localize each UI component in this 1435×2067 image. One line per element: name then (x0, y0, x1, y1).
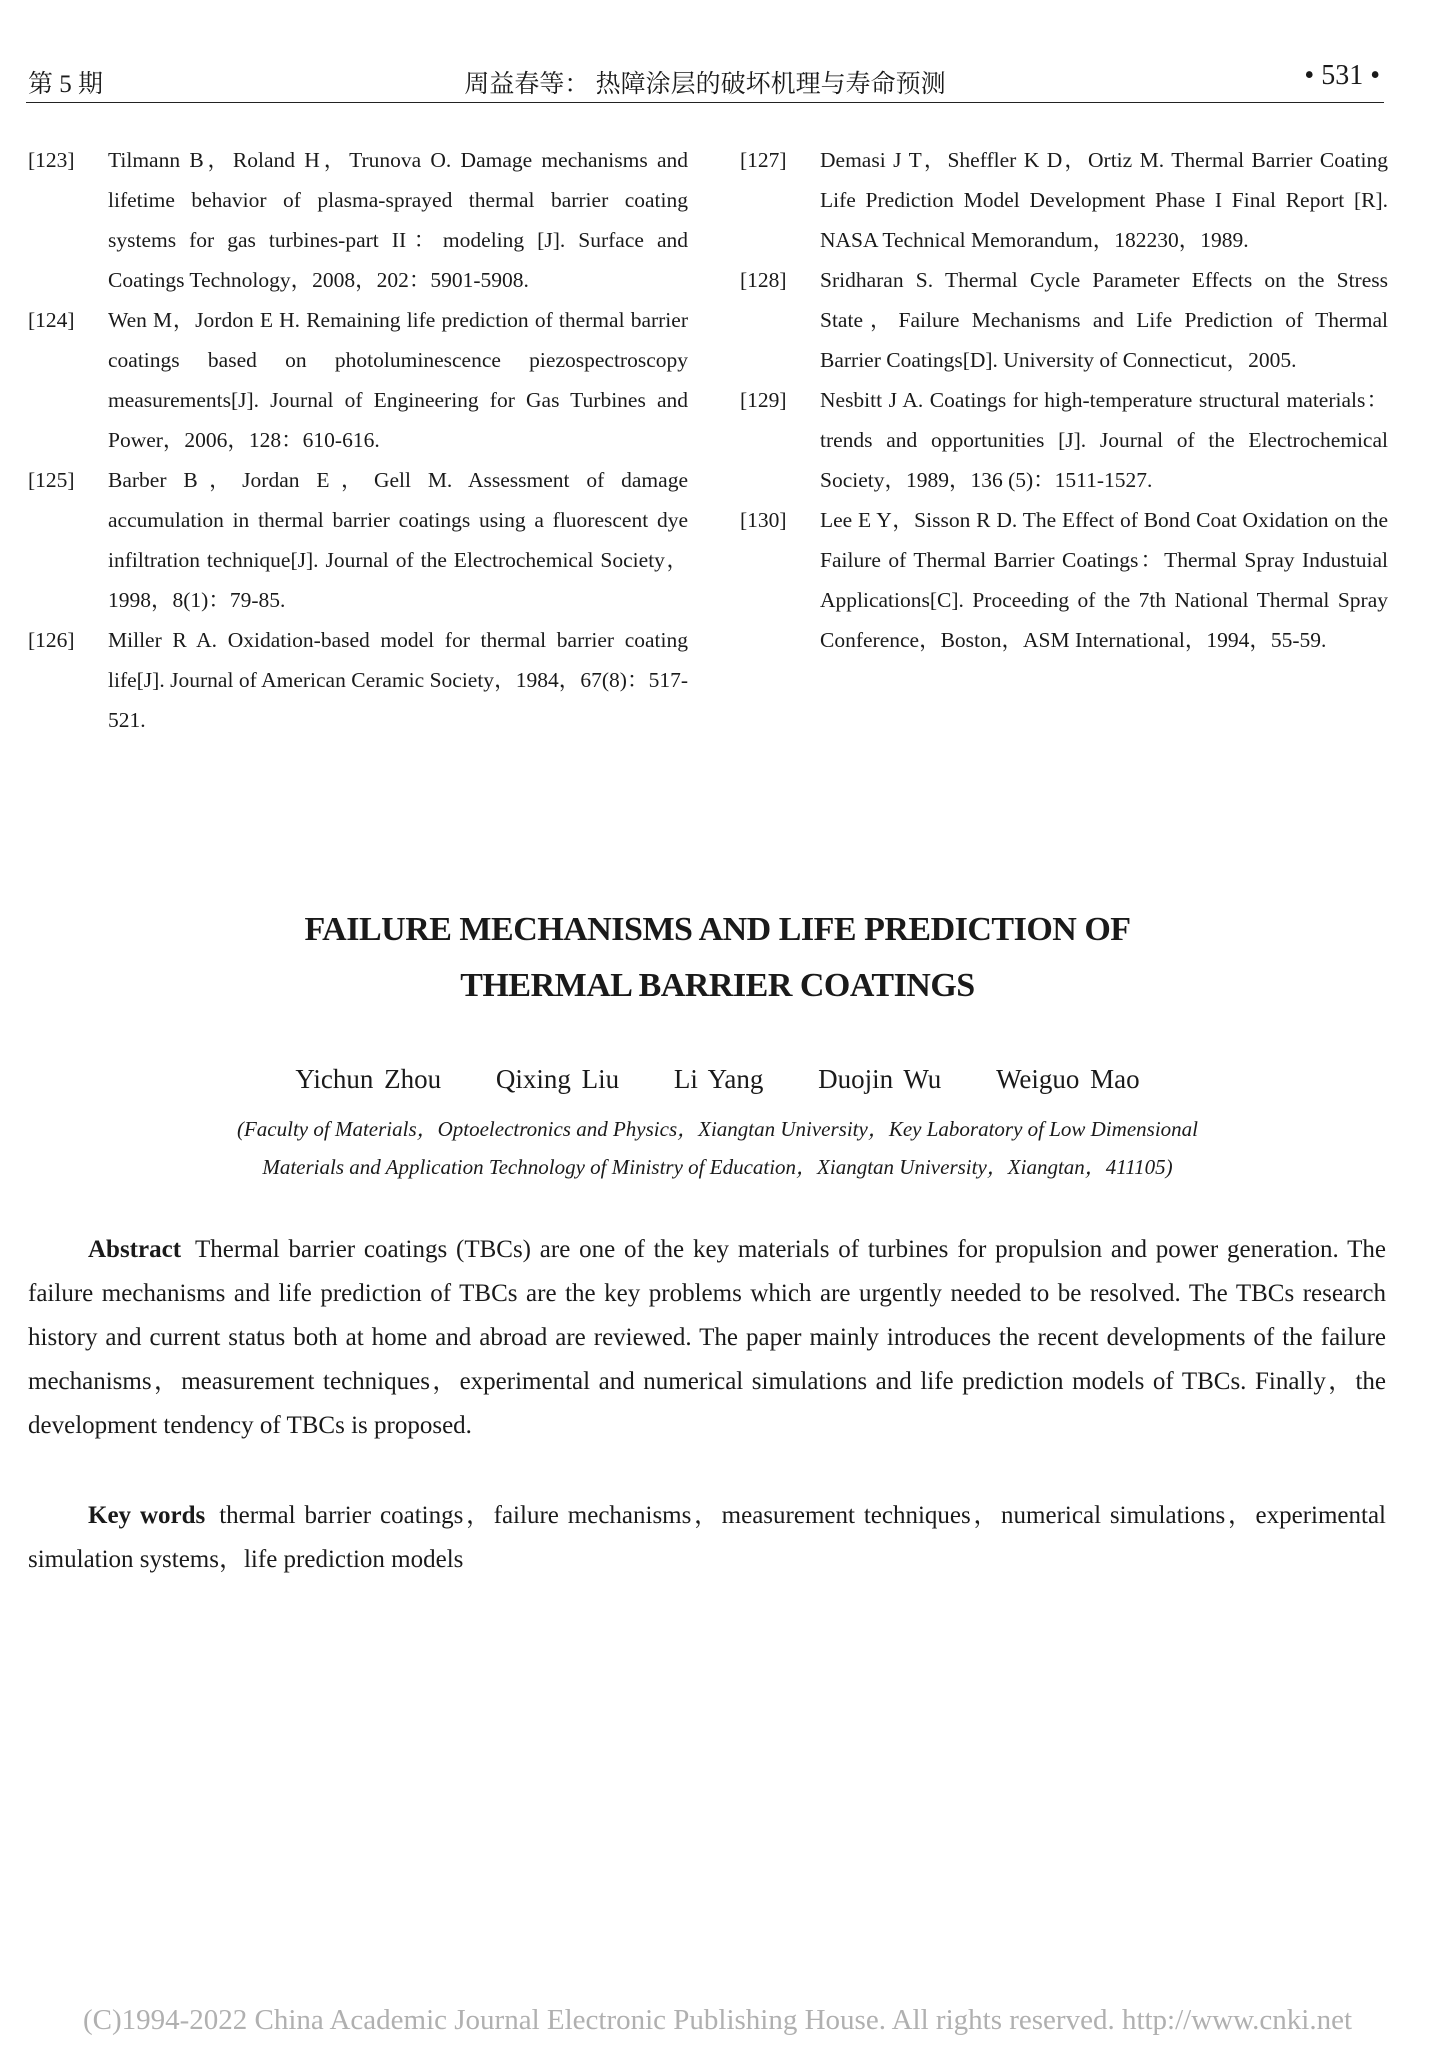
reference-item (740, 140, 1388, 260)
affiliation (60, 1110, 1375, 1186)
reference-item (740, 500, 1388, 660)
author-name: Yichun Zhou (295, 1064, 442, 1094)
references-left-column (28, 140, 688, 740)
reference-text: Miller R A. Oxidation-based model for thermal barrier coating life[J]. Journal of American Ceramic Society，1984，67(8)：517-521. (108, 628, 688, 732)
reference-number: [124] (28, 308, 75, 332)
reference-number: [125] (28, 468, 75, 492)
reference-item (28, 300, 688, 460)
references-right-column (740, 140, 1388, 660)
abstract-label: Abstract (88, 1236, 182, 1263)
title-line-1: FAILURE MECHANISMS AND LIFE PREDICTION OF (304, 911, 1131, 948)
running-title: 周益春等： 热障涂层的破坏机理与寿命预测 (464, 71, 946, 98)
author-list (0, 1064, 1435, 1095)
reference-number: [129] (740, 388, 787, 412)
title-line-2: THERMAL BARRIER COATINGS (460, 967, 975, 1004)
reference-number: [130] (740, 508, 787, 532)
reference-number: [127] (740, 148, 787, 172)
abstract (28, 1228, 1386, 1448)
reference-text: Demasi J T，Sheffler K D，Ortiz M. Thermal Barrier Coating Life Prediction Model Development Phase I Final Report [R]. NASA Technical Memorandum，182230，1989. (820, 148, 1388, 252)
reference-text: Sridharan S. Thermal Cycle Parameter Effects on the Stress State，Failure Mechanisms and Life Prediction of Thermal Barrier Coatings[D]. University of Connecticut，2005. (820, 268, 1388, 372)
keywords (28, 1494, 1386, 1582)
running-header (26, 60, 1384, 103)
reference-item (740, 380, 1388, 500)
reference-item (28, 460, 688, 620)
reference-number: [123] (28, 148, 75, 172)
affiliation-line-1: (Faculty of Materials，Optoelectronics and Physics，Xiangtan University，Key Laboratory of Low Dimensional (236, 1117, 1199, 1141)
reference-item (28, 620, 688, 740)
copyright-footer: (C)1994-2022 China Academic Journal Electronic Publishing House. All rights reserved. http://www.cnki.net (82, 2004, 1353, 2036)
reference-number: [128] (740, 268, 787, 292)
keywords-text: thermal barrier coatings，failure mechanisms，measurement techniques，numerical simulations，experimental simulation systems，life prediction models (28, 1502, 1387, 1573)
author-name: Weiguo Mao (996, 1064, 1140, 1094)
author-name: Li Yang (673, 1064, 764, 1094)
reference-text: Barber B，Jordan E，Gell M. Assessment of damage accumulation in thermal barrier coatings using a fluorescent dye infiltration technique[J]. Journal of the Electrochemical Society，1998，8(1)：79-85. (108, 468, 688, 612)
page-number: • 531 • (1304, 60, 1380, 91)
reference-text: Nesbitt J A. Coatings for high-temperature structural materials：trends and opportunities [J]. Journal of the Electrochemical Society，1989，136 (5)：1511-1527. (820, 388, 1388, 492)
reference-number: [126] (28, 628, 75, 652)
reference-item (28, 140, 688, 300)
reference-item (740, 260, 1388, 380)
reference-text: Wen M，Jordon E H. Remaining life prediction of thermal barrier coatings based on photoluminescence piezospectroscopy measurements[J]. Journal of Engineering for Gas Turbines and Power，2006，128：610-616. (108, 308, 688, 452)
author-name: Duojin Wu (818, 1064, 942, 1094)
reference-text: Lee E Y，Sisson R D. The Effect of Bond Coat Oxidation on the Failure of Thermal Barrier Coatings：Thermal Spray Industuial Applications[C]. Proceeding of the 7th National Thermal Spray Conference，Boston，ASM International，1994，55-59. (820, 508, 1388, 652)
abstract-text: Thermal barrier coatings (TBCs) are one of the key materials of turbines for propulsion and power generation. The failure mechanisms and life prediction of TBCs are the key problems which are urgently needed to be resolved. The TBCs research history and current status both at home and abroad are reviewed. The paper mainly introduces the recent developments of the failure mechanisms，measurement techniques，experimental and numerical simulations and life prediction models of TBCs. Finally，the development tendency of TBCs is proposed. (28, 1236, 1386, 1439)
author-name: Qixing Liu (495, 1064, 620, 1094)
paper-title (0, 902, 1435, 1014)
reference-text: Tilmann B，Roland H，Trunova O. Damage mechanisms and lifetime behavior of plasma-sprayed thermal barrier coating systems for gas turbines-part II：modeling [J]. Surface and Coatings Technology，2008，202：5901-5908. (108, 148, 688, 292)
issue-number: 第 5 期 (28, 71, 104, 98)
keywords-label: Key words (88, 1502, 206, 1529)
affiliation-line-2: Materials and Application Technology of Ministry of Education，Xiangtan University，Xiangtan，411105) (262, 1155, 1173, 1179)
